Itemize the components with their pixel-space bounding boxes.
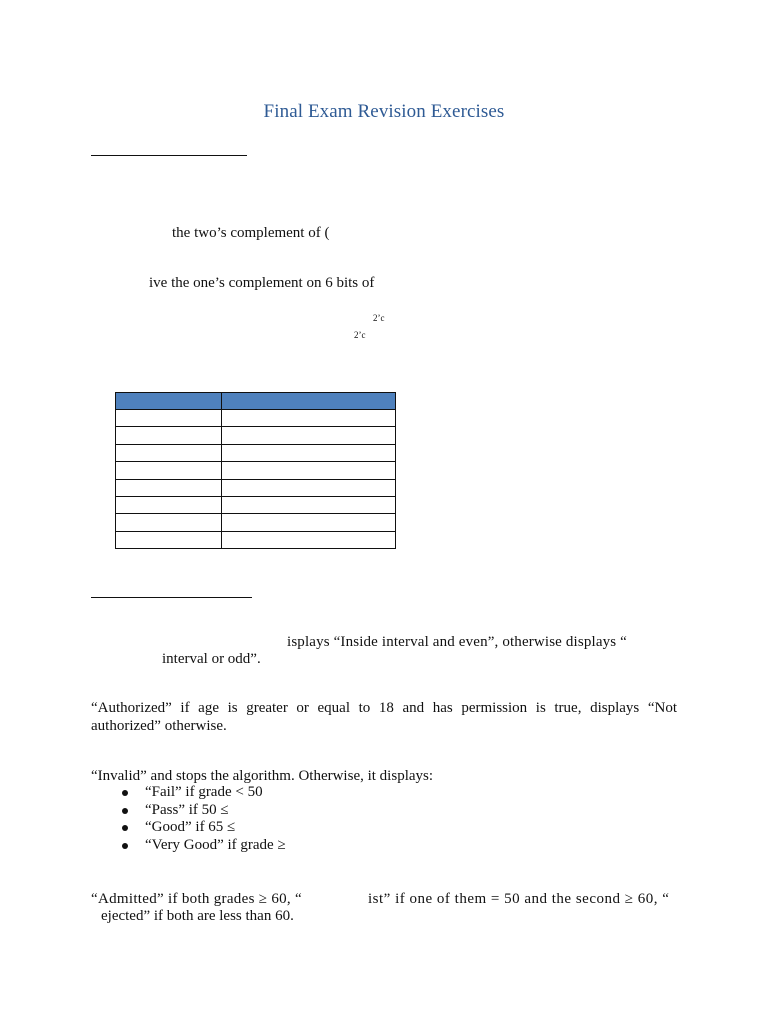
table-cell [222,531,396,548]
table-cell [222,479,396,496]
exercise-authorized: “Authorized” if age is greater or equal to 18 and has permission is true, displays “Not authorized” otherwise. [91,700,677,734]
list-item [120,802,286,820]
bullet-icon [122,843,128,849]
bullet-icon [122,790,128,796]
table-cell [116,531,222,548]
section-1-underline [91,155,247,156]
table-row [116,410,396,427]
bullet-icon [122,808,128,814]
table-cell [116,514,222,531]
exercise-admitted-line2: ejected” if both are less than 60. [101,908,294,924]
table-cell [222,427,396,444]
bullet-text: “Pass” if 50 ≤ [145,801,229,818]
list-item [120,819,286,837]
table-row [116,531,396,548]
superscript-2c-b: 2’c [354,330,366,340]
bullet-text: “Good” if 65 ≤ [145,819,236,836]
table-cell [116,462,222,479]
table-row [116,427,396,444]
exercise-admitted-part1: “Admitted” if both grades ≥ 60, “ [91,891,302,907]
bullet-text: “Very Good” if grade ≥ [145,837,286,854]
bullet-icon [122,825,128,831]
table-cell [222,496,396,513]
table-cell [116,496,222,513]
list-item [120,784,286,802]
exercise-ones-complement: ive the one’s complement on 6 bits of [149,275,375,291]
page-title: Final Exam Revision Exercises [263,101,505,122]
answer-table [115,392,396,549]
table-header-cell [116,393,222,410]
table-cell [116,427,222,444]
table-row [116,514,396,531]
table-header-cell [222,393,396,410]
exercise-interval-line1: isplays “Inside interval and even”, otherwise displays “ [287,634,627,650]
exercise-grade-intro: “Invalid” and stops the algorithm. Otherwise, it displays: [91,768,434,784]
table-cell [222,444,396,461]
table-row [116,462,396,479]
table-row [116,444,396,461]
superscript-2c-a: 2’c [373,313,385,323]
table-row [116,479,396,496]
exercise-twos-complement: the two’s complement of ( [172,225,330,241]
table-cell [222,410,396,427]
exercise-interval-line2: interval or odd”. [162,651,261,667]
grade-bullet-list [120,784,286,855]
table-cell [116,410,222,427]
section-2-underline [91,597,252,598]
table-row [116,496,396,513]
exercise-admitted-part2: ist” if one of them = 50 and the second ≥ 60, “ [368,891,670,907]
table-header-row [116,393,396,410]
table-cell [222,514,396,531]
bullet-text: “Fail” if grade < 50 [145,784,263,800]
table-cell [116,479,222,496]
table-cell [222,462,396,479]
list-item [120,837,286,855]
table-cell [116,444,222,461]
